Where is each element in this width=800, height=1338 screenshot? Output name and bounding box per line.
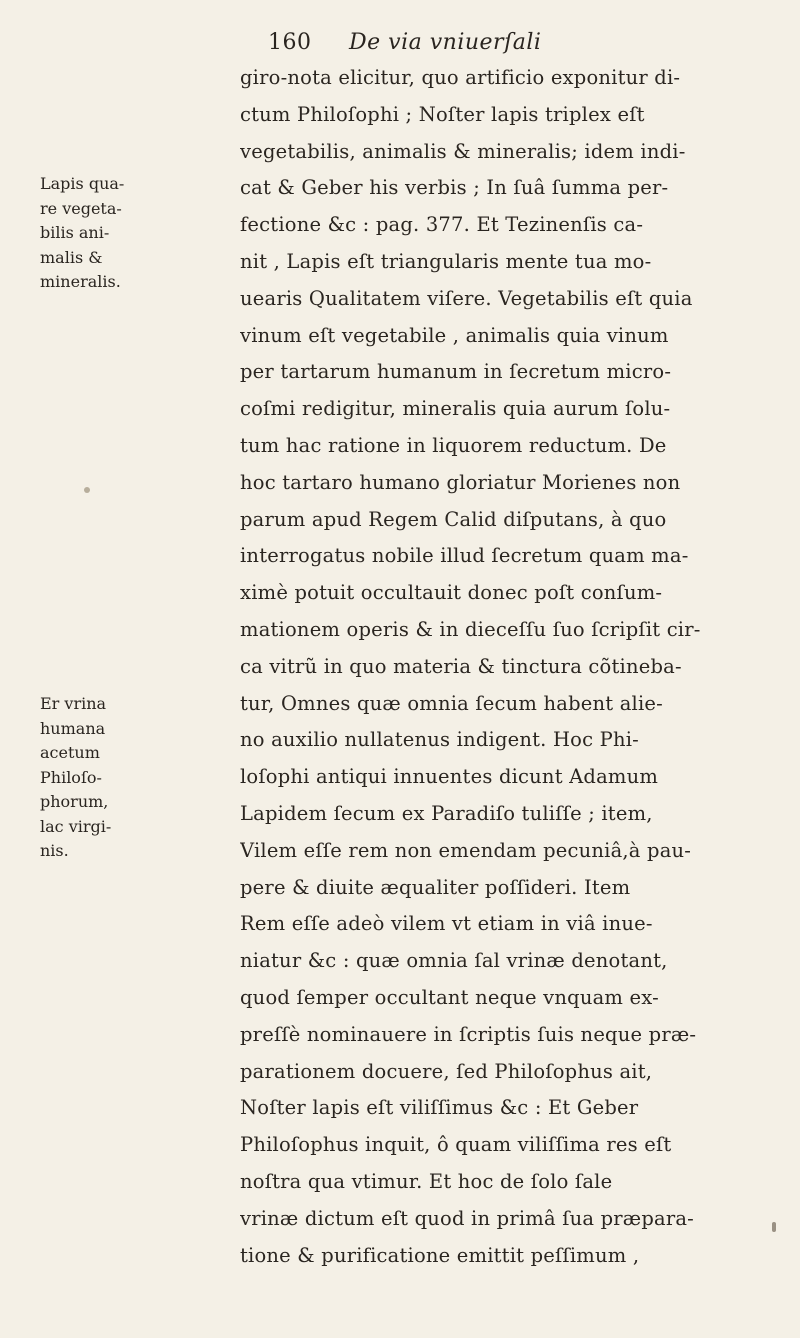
running-title: De via vniuerſali xyxy=(349,30,542,55)
body-line: Lapidem ſecum ex Paradiſo tuliſſe ; item, xyxy=(240,801,653,825)
margin-note-line: mineralis. xyxy=(40,272,121,291)
margin-note-line: lac virgi- xyxy=(40,816,112,836)
margin-note-line: phorum, xyxy=(40,792,109,811)
body-line: Rem eſſe adeò vilem vt etiam in viâ inue- xyxy=(240,912,653,936)
body-line: Vilem eſſe rem non emendam pecuniâ,à pau- xyxy=(240,838,692,862)
margin-note-line: malis & xyxy=(40,247,103,267)
body-line: vinum eſt vegetabile , animalis quia vinum xyxy=(240,323,669,347)
margin-note-line: acetum xyxy=(40,743,100,762)
body-line: per tartarum humanum in ſecretum micro- xyxy=(240,360,672,384)
body-line: parum apud Regem Calid diſputans, à quo xyxy=(240,507,667,531)
body-line: fectione &c : pag. 377. Et Tezinenſis ca- xyxy=(240,213,644,237)
body-line: tione & purificatione emittit peſſimum , xyxy=(240,1243,640,1267)
body-line: nit , Lapis eſt triangularis mente tua mo- xyxy=(240,249,652,273)
body-line: giro-nota elicitur, quo artificio exponitur di- xyxy=(240,66,681,89)
body-line: preſſè nominauere in ſcriptis ſuis neque præ- xyxy=(240,1022,697,1046)
body-line: vrinæ dictum eſt quod in primâ ſua præpara- xyxy=(240,1206,694,1230)
margin-note-line: Philoſo- xyxy=(40,767,102,787)
body-line: quod ſemper occultant neque vnquam ex- xyxy=(240,985,659,1009)
body-line: mationem operis & in dieceſſu ſuo ſcripſit cir- xyxy=(240,617,701,641)
body-line: coſmi redigitur, mineralis quia aurum ſolu- xyxy=(240,397,671,421)
body-line: Noſter lapis eſt viliſſimus &c : Et Geber xyxy=(240,1096,639,1120)
body-line: no auxilio nullatenus indigent. Hoc Phi- xyxy=(240,728,639,752)
margin-note-line: bilis ani- xyxy=(40,223,110,242)
body-line: pere & diuite æqualiter poſſideri. Item xyxy=(240,875,631,899)
margin-note-vrina xyxy=(40,692,165,864)
body-line: vegetabilis, animalis & mineralis; idem indi- xyxy=(240,139,686,163)
body-line: uearis Qualitatem viſere. Vegetabilis eſt quia xyxy=(240,286,693,310)
margin-note-lapis xyxy=(40,172,165,295)
margin-note-line: humana xyxy=(40,718,106,738)
body-line: niatur &c : quæ omnia ſal vrinæ denotant, xyxy=(240,949,668,973)
margin-note-line: nis. xyxy=(40,841,69,860)
body-line: cat & Geber his verbis ; In ſuâ ſumma per- xyxy=(240,176,669,200)
margin-note-line: Lapis qua- xyxy=(40,174,125,193)
ink-speck xyxy=(772,1222,776,1232)
body-line: parationem docuere, ſed Philoſophus ait, xyxy=(240,1059,653,1083)
body-line: tum hac ratione in liquorem reductum. De xyxy=(240,433,667,457)
body-line: ca vitrũ in quo materia & tinctura cõtineba- xyxy=(240,654,682,678)
body-line: ctum Philoſophi ; Noſter lapis triplex eſt xyxy=(240,102,645,126)
body-line: Philoſophus inquit, ô quam viliſſima res eſt xyxy=(240,1133,672,1157)
body-line: ximè potuit occultauit donec poſt conſum- xyxy=(240,581,663,605)
body-line: loſophi antiqui innuentes dicunt Adamum xyxy=(240,765,659,789)
page-header xyxy=(268,30,541,55)
margin-note-line: re vegeta- xyxy=(40,198,122,218)
body-line: noſtra qua vtimur. Et hoc de ſolo ſale xyxy=(240,1169,613,1193)
margin-note-line: Er vrina xyxy=(40,694,107,713)
body-text xyxy=(240,60,770,1274)
ink-speck xyxy=(84,487,90,493)
body-line: tur, Omnes quæ omnia ſecum habent alie- xyxy=(240,691,663,715)
body-line: interrogatus nobile illud ſecretum quam ma- xyxy=(240,544,689,568)
page-number: 160 xyxy=(268,30,312,55)
body-line: hoc tartaro humano gloriatur Morienes non xyxy=(240,470,681,494)
